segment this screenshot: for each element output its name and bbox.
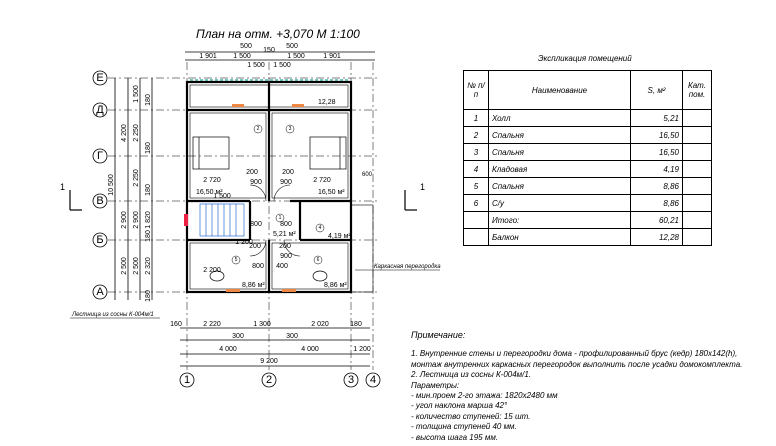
- dim-text: 900: [280, 253, 292, 260]
- table-row: [464, 161, 712, 178]
- dim-text: 1 500: [213, 193, 231, 200]
- dim-text: 10 500: [108, 174, 115, 196]
- table-balcony-row: [464, 229, 712, 246]
- dim-text: 300: [286, 333, 298, 340]
- dim-text: 300: [232, 333, 244, 340]
- dim-text: 1 200: [235, 239, 253, 246]
- notes-block: [411, 330, 742, 443]
- explication-caption: Экспликация помещений: [538, 54, 632, 63]
- dim-text: 180: [350, 321, 362, 328]
- page-title: План на отм. +3,070 М 1:100: [196, 27, 360, 41]
- dim-text: 900: [280, 179, 292, 186]
- cell-num: 4: [464, 161, 489, 178]
- cell-balcony-area: 12,28: [631, 229, 683, 246]
- dim-text: 4 200: [121, 124, 128, 142]
- cell-num: 2: [464, 127, 489, 144]
- notes-line: - толщина ступеней 40 мм.: [411, 422, 517, 432]
- dim-text: 180: [145, 94, 152, 106]
- axis-label-col: 3: [347, 374, 355, 386]
- header-num: № п/п: [464, 71, 489, 110]
- header-name: Наименование: [489, 71, 631, 110]
- notes-line: 1. Внутренние стены и перегородки дома - профилированный брус (кедр) 180x142(h),: [411, 349, 738, 359]
- notes-line: - угол наклона марша 42°: [411, 401, 508, 411]
- dim-text: 200: [249, 243, 261, 250]
- section-mark: 1: [420, 182, 426, 192]
- cell-category: [683, 127, 712, 144]
- cell-area: 8,86: [631, 195, 683, 212]
- cell-area: 8,86: [631, 178, 683, 195]
- dim-text: 800: [252, 263, 264, 270]
- label-stair: Лестница из сосны К-004м/1: [72, 312, 154, 318]
- dim-text: 800: [250, 221, 262, 228]
- cell-category: [683, 161, 712, 178]
- dim-text: 2 250: [133, 124, 140, 142]
- dim-text: 2 720: [203, 177, 221, 184]
- dim-text: 1 901: [323, 53, 341, 60]
- dim-text: 4 000: [301, 346, 319, 353]
- notes-line: монтаж внутренних каркасных перегородок выполнить после усадки домокомплекта.: [411, 359, 743, 369]
- room-number: 5: [234, 257, 238, 263]
- room-area: 4,19 м²: [328, 233, 351, 240]
- dim-text: 500: [240, 43, 252, 50]
- room-number: 4: [318, 225, 322, 231]
- dim-text: 2 900: [133, 211, 140, 229]
- dim-text: 1 500: [287, 53, 305, 60]
- notes-heading: Примечание:: [411, 330, 466, 340]
- cell-category: [683, 195, 712, 212]
- dim-text: 2 020: [311, 321, 329, 328]
- axis-label-row: Е: [96, 72, 104, 84]
- dim-text: 200: [279, 243, 291, 250]
- cell-num: 5: [464, 178, 489, 195]
- dim-text: 600: [362, 172, 373, 178]
- cell-area: 16,50: [631, 127, 683, 144]
- dim-text: 2 500: [133, 257, 140, 275]
- dim-text: 2 500: [121, 257, 128, 275]
- notes-line: - высота шага 195 мм.: [411, 432, 499, 442]
- room-area: 5,21 м²: [273, 231, 296, 238]
- table-row: [464, 127, 712, 144]
- dim-text: 2 720: [313, 177, 331, 184]
- cell-name: Спальня: [489, 144, 631, 161]
- room-area: 12,28: [318, 99, 336, 106]
- room-number: 1: [278, 215, 282, 221]
- dim-text: 2 200: [203, 267, 221, 274]
- room-area: 8,86 м²: [324, 282, 347, 289]
- table-row: [464, 144, 712, 161]
- cell-category: [683, 110, 712, 127]
- notes-line: Параметры:: [411, 380, 460, 390]
- dim-text: 1 901: [199, 53, 217, 60]
- section-mark: 1: [60, 182, 66, 192]
- dim-text: 200: [282, 169, 294, 176]
- dim-text: 1 300: [253, 321, 271, 328]
- table-row: [464, 178, 712, 195]
- dim-text: 2 900: [121, 211, 128, 229]
- cell-balcony-label: Балкон: [489, 229, 631, 246]
- axis-label-col: 1: [183, 374, 191, 386]
- dim-text: 1 820: [145, 211, 152, 229]
- dim-text: 1 500: [247, 62, 265, 69]
- notes-line: - мин.проем 2-го этажа: 1820x2480 мм: [411, 391, 558, 401]
- cell-category: [683, 178, 712, 195]
- cell-total-label: Итого:: [489, 212, 631, 229]
- explication-table: [463, 70, 712, 246]
- dim-text: 900: [250, 179, 262, 186]
- dim-text: 1 500: [273, 62, 291, 69]
- cell-area: 4,19: [631, 161, 683, 178]
- dim-text: 180: [145, 184, 152, 196]
- cell-num: 1: [464, 110, 489, 127]
- dim-text: 150: [263, 47, 275, 54]
- room-number: 6: [316, 257, 320, 263]
- cell-name: С/у: [489, 195, 631, 212]
- dim-text: 180: [145, 290, 152, 302]
- axis-label-col: 4: [369, 374, 377, 386]
- table-row: [464, 195, 712, 212]
- header-area: S, м²: [631, 71, 683, 110]
- dim-text-total: 9 200: [260, 358, 278, 365]
- cell-area: 5,21: [631, 110, 683, 127]
- label-frame-partition: Каркасная перегородка: [374, 264, 441, 270]
- cell-name: Кладовая: [489, 161, 631, 178]
- dim-text: 2 320: [145, 257, 152, 275]
- room-area: 16,50 м²: [196, 189, 223, 196]
- dim-text: 4 000: [219, 346, 237, 353]
- room-area: 16,50 м²: [318, 189, 345, 196]
- cell-num: 3: [464, 144, 489, 161]
- dim-text: 800: [280, 221, 292, 228]
- dim-text: 1 500: [133, 85, 140, 103]
- header-category: Кат. пом.: [683, 71, 712, 110]
- table-header-row: [464, 71, 712, 110]
- axis-label-row: Г: [97, 150, 103, 162]
- dim-text: 200: [246, 169, 258, 176]
- dim-text: 2 250: [133, 169, 140, 187]
- dim-text: 500: [286, 43, 298, 50]
- axis-label-row: Д: [96, 104, 104, 116]
- cell-category: [683, 144, 712, 161]
- cell-name: Холл: [489, 110, 631, 127]
- axis-label-row: В: [96, 195, 104, 207]
- dim-text: 400: [276, 263, 288, 270]
- table-row: [464, 110, 712, 127]
- room-area: 8,86 м²: [242, 282, 265, 289]
- axis-label-row: Б: [96, 234, 104, 246]
- axis-label-col: 2: [265, 374, 273, 386]
- dim-text: 2 220: [203, 321, 221, 328]
- dim-text: 180: [145, 230, 152, 242]
- cell-name: Спальня: [489, 127, 631, 144]
- cell-name: Спальня: [489, 178, 631, 195]
- room-number: 2: [256, 126, 260, 132]
- dim-text: 180: [145, 142, 152, 154]
- dim-text: 1 200: [353, 346, 371, 353]
- cell-area: 16,50: [631, 144, 683, 161]
- room-number: 3: [288, 126, 292, 132]
- table-total-row: [464, 212, 712, 229]
- axis-label-row: А: [96, 286, 104, 298]
- dim-text: 1 500: [233, 53, 251, 60]
- notes-line: - количество ступеней: 15 шт.: [411, 411, 531, 421]
- dim-text: 160: [170, 321, 182, 328]
- cell-num: 6: [464, 195, 489, 212]
- notes-line: 2. Лестница из сосны К-004м/1.: [411, 370, 532, 380]
- cell-total-area: 60,21: [631, 212, 683, 229]
